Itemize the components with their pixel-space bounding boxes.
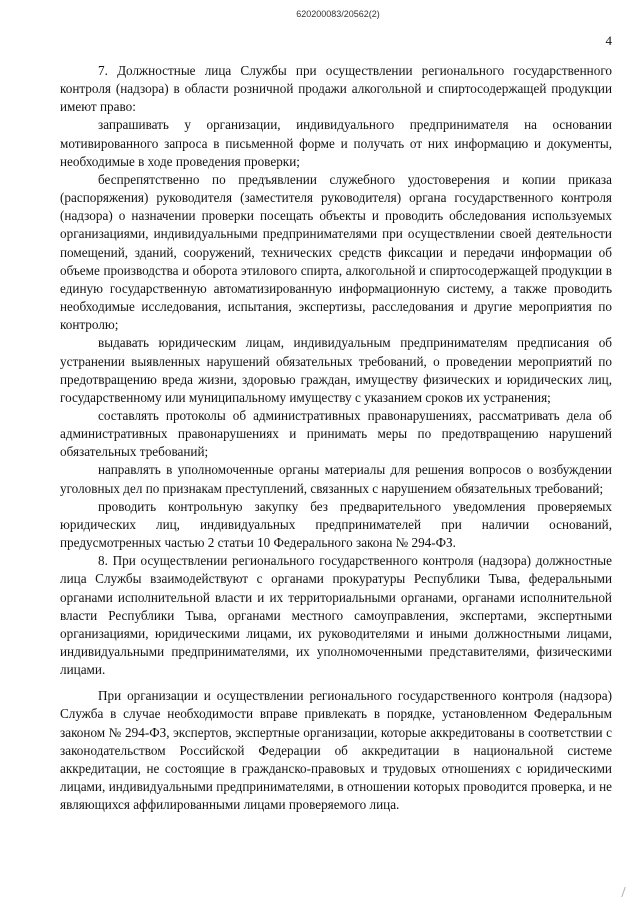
page-number: 4 bbox=[605, 33, 612, 48]
scan-mark bbox=[621, 887, 634, 897]
paragraph-8: 8. При осуществлении регионального государственного контроля (надзора) должностные лица Службы взаимодействуют с органами прокуратуры Республики Тыва, федеральными органами исполнительной власти и их территориальными органами, органами исполнительной власти Республики Тыва, органами местного самоуправления, экспертами, экспертными организациями, юридическими лицами, их руководителями и иными должностными лицами, индивидуальными предпринимателями, их уполномоченными представителями, физическими лицами. bbox=[60, 553, 612, 678]
paragraph-right-purchase: проводить контрольную закупку без предварительного уведомления проверяемых юридических лиц, индивидуальных предпринимателей при наличии оснований, предусмотренных частью 2 статьи 10 Федерального закона № 294-ФЗ. bbox=[60, 498, 612, 551]
paragraph-right-protocols: составлять протоколы об административных правонарушениях, рассматривать дела об административных правонарушениях и принимать меры по предотвращению нарушений обязательных требований; bbox=[60, 407, 612, 460]
paragraph-right-referral: направлять в уполномоченные органы материалы для решения вопросов о возбуждении уголовных дел по признакам преступлений, связанных с нарушением обязательных требований; bbox=[60, 462, 612, 496]
document-body bbox=[60, 62, 612, 814]
paragraph-right-inspect: беспрепятственно по предъявлении служебного удостоверения и копии приказа (распоряжения) руководителя (заместителя руководителя) органа государственного контроля (надзора) о назначении проверки посещать объекты и проводить обследования используемых организациями, индивидуальными предпринимателями при осуществлении своей деятельности помещений, зданий, сооружений, технических средств фиксации и передачи информации об объеме производства и оборота этилового спирта, алкогольной и спиртосодержащей продукции в единую государственную автоматизированную информационную систему, а также проводить необходимые исследования, испытания, экспертизы, расследования и другие мероприятия по контролю; bbox=[60, 171, 612, 333]
document-id: 620200083/20562(2) bbox=[296, 9, 380, 19]
paragraph-experts: При организации и осуществлении регионального государственного контроля (надзора) Служба в случае необходимости вправе привлекать в порядке, установленном Федеральным законом № 294-ФЗ, экспертов, экспертные организации, которые аккредитованы в соответствии с законодательством Российской Федерации об аккредитации в национальной системе аккредитации, не состоящие в гражданско-правовых и трудовых отношениях с юридическими лицами, индивидуальными предпринимателями, в отношении которых проводится проверка, и не являющихся аффилированными лицами проверяемого лица. bbox=[60, 688, 612, 813]
paragraph-right-orders: выдавать юридическим лицам, индивидуальным предпринимателям предписания об устранении выявленных нарушений обязательных требований, о проведении мероприятий по предотвращению вреда жизни, здоровью граждан, имуществу физических и юридических лиц, государственному или муниципальному имуществу с указанием сроков их устранения; bbox=[60, 335, 612, 405]
paragraph-right-request: запрашивать у организации, индивидуального предпринимателя на основании мотивированного запроса в письменной форме и получать от них информацию и документы, необходимые в ходе проведения проверки; bbox=[60, 117, 612, 169]
paragraph-7: 7. Должностные лица Службы при осуществлении регионального государственного контроля (надзора) в области розничной продажи алкогольной и спиртосодержащей продукции имеют право: bbox=[60, 63, 612, 115]
